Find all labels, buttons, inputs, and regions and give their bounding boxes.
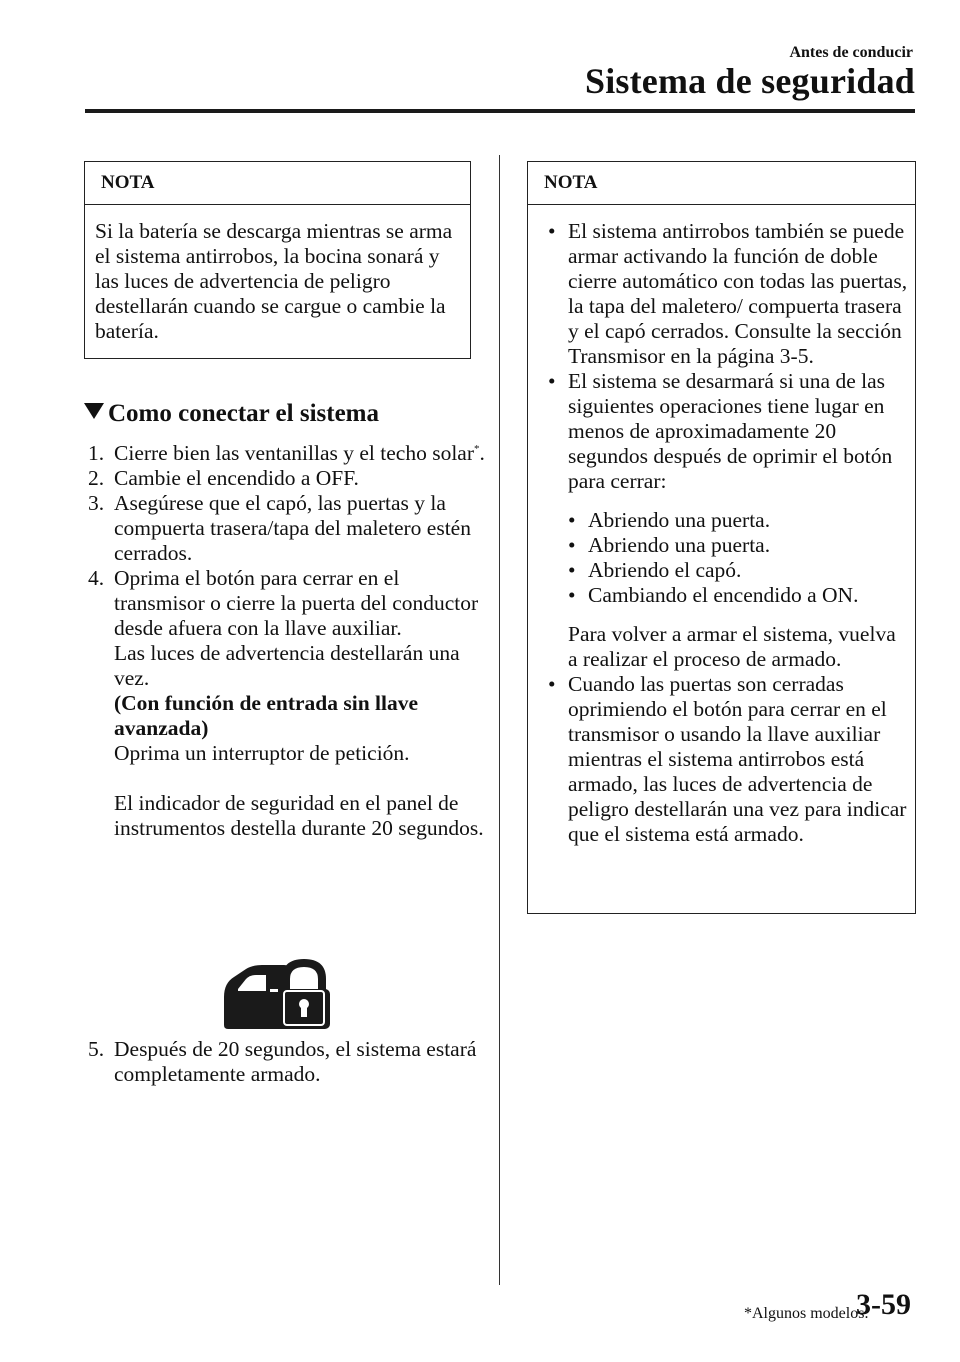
bullet-text: El sistema se desarmará si una de las siguientes operaciones tiene lugar en menos de aproximadamente 20 segundos después de oprimir el botón para cerrar: xyxy=(568,369,893,493)
step-number: 2. xyxy=(88,466,105,490)
steps-list xyxy=(88,441,488,841)
sub-bullet xyxy=(538,558,909,583)
step-text: Cierre bien las ventanillas y el techo solar xyxy=(114,441,474,465)
header-subtitle: Antes de conducir xyxy=(789,44,913,61)
note-box-left xyxy=(84,161,471,359)
bullet-text: El sistema antirrobos también se puede armar activando la función de doble cierre automático con todas las puertas, la tapa del maletero/ compuerta trasera y el capó cerrados. Consulte la sección Transmisor en la página 3-5. xyxy=(568,219,908,368)
sub-bullet xyxy=(538,533,909,558)
note-bullet xyxy=(538,672,909,847)
note-heading: NOTA xyxy=(85,162,470,205)
bullet-dot: • xyxy=(548,369,556,393)
sub-bullet-text: Abriendo una puerta. xyxy=(588,508,771,532)
section-title-text: Como conectar el sistema xyxy=(108,400,379,427)
footnote: *Algunos modelos. xyxy=(744,1305,869,1322)
sub-bullet-text: Abriendo una puerta. xyxy=(588,533,771,557)
step-number: 3. xyxy=(88,491,105,515)
step-item xyxy=(88,491,488,566)
sub-bullet xyxy=(538,508,909,533)
step-text: Oprima un interruptor de petición. xyxy=(114,741,410,765)
sub-bullet-text: Abriendo el capó. xyxy=(588,558,742,582)
footnote-marker: * xyxy=(474,442,480,455)
bullet-dot: • xyxy=(548,672,556,696)
bullet-dot: • xyxy=(548,219,556,243)
step-number: 5. xyxy=(88,1037,105,1061)
step-text: Asegúrese que el capó, las puertas y la compuerta trasera/tapa del maletero estén cerrados. xyxy=(114,491,471,565)
note-bullet xyxy=(538,219,909,369)
bullet-dot: • xyxy=(568,558,576,582)
page-title: Sistema de seguridad xyxy=(584,61,915,101)
step-item xyxy=(88,441,488,466)
step-bold-heading: (Con función de entrada sin llave avanzada) xyxy=(114,691,419,740)
sub-bullet xyxy=(538,583,909,608)
bullet-dot: • xyxy=(568,508,576,532)
step-text-end: . xyxy=(479,441,485,465)
page-number: 3-59 xyxy=(856,1288,911,1321)
note-box-right xyxy=(527,161,916,914)
sub-bullet-text: Cambiando el encendido a ON. xyxy=(588,583,859,607)
step-text: El indicador de seguridad en el panel de instrumentos destella durante 20 segundos. xyxy=(114,791,484,840)
bullet-dot: • xyxy=(568,533,576,557)
step-item xyxy=(88,566,488,841)
triangle-marker-icon xyxy=(84,403,104,419)
step-text: Oprima el botón para cerrar en el transmisor o cierre la puerta del conductor desde afuera con la llave auxiliar. xyxy=(114,566,479,640)
step-text: Después de 20 segundos, el sistema estará completamente armado. xyxy=(114,1037,477,1086)
step-text: Cambie el encendido a OFF. xyxy=(114,466,359,490)
bullet-dot: • xyxy=(568,583,576,607)
step-number: 4. xyxy=(88,566,105,590)
step-number: 1. xyxy=(88,441,105,465)
column-divider xyxy=(499,155,500,1285)
note-paragraph: Para volver a armar el sistema, vuelva a realizar el proceso de armado. xyxy=(568,622,896,671)
step-text: Las luces de advertencia destellarán una vez. xyxy=(114,641,460,690)
bullet-text: Cuando las puertas son cerradas oprimiendo el botón para cerrar en el transmisor o usando la llave auxiliar mientras el sistema antirrobos está armado, las luces de advertencia de peligro destellarán una vez para indicar que el sistema está armado. xyxy=(568,672,907,846)
section-title xyxy=(84,400,379,428)
car-lock-icon xyxy=(224,955,330,1029)
note-heading: NOTA xyxy=(528,162,915,205)
note-bullet xyxy=(538,369,909,494)
note-text: Si la batería se descarga mientras se arma el sistema antirrobos, la bocina sonará y las luces de advertencia de peligro destellarán cuando se cargue o cambie la batería. xyxy=(95,219,453,343)
header-rule xyxy=(85,109,915,113)
step-item xyxy=(88,466,488,491)
step-item xyxy=(88,1037,514,1087)
